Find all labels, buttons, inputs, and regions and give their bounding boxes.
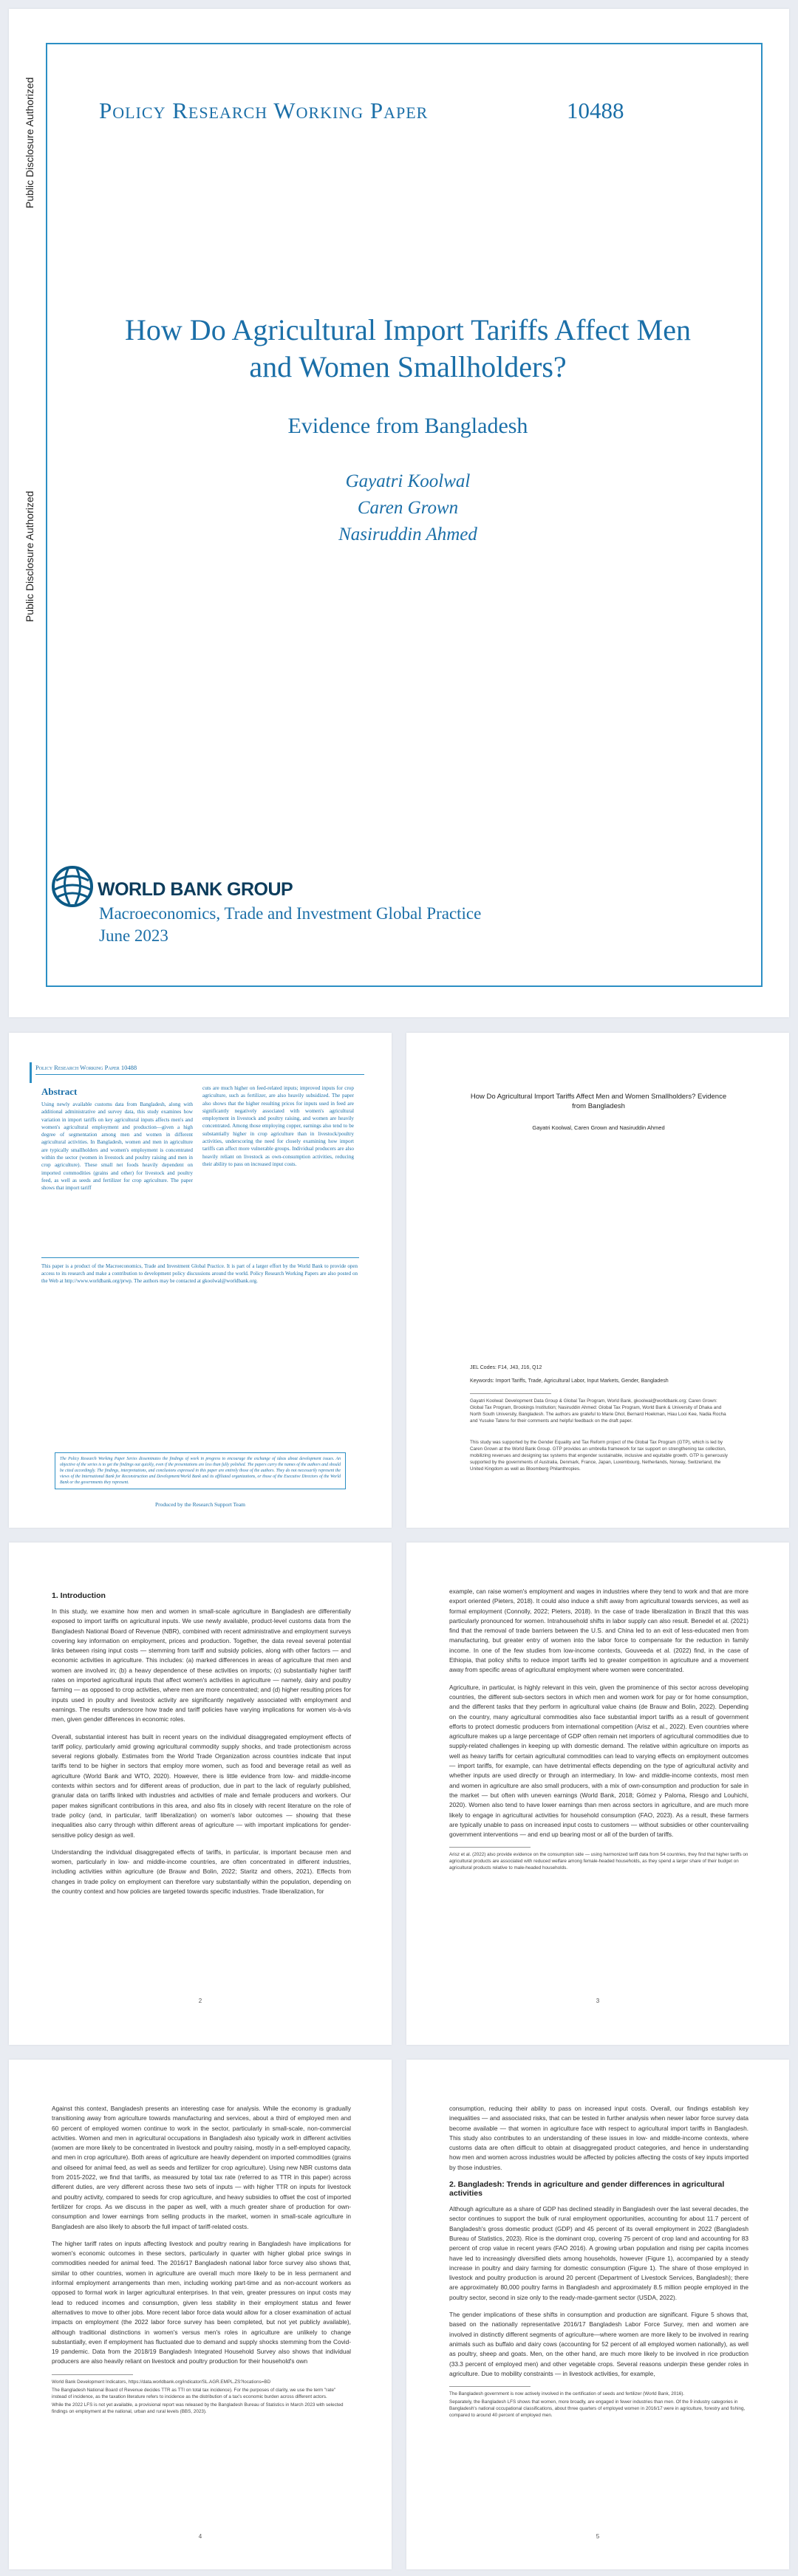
paragraph: consumption, reducing their ability to pass on increased input costs. Overall, our findings establish key inequalities — and associated risks, that can be tested in further analysis when newer labor force survey data become available — that women in agriculture face with respect to agricultural import tariffs in Bangladesh. This study also contributes to an understanding of these issues in low- and middle-income contexts, where customs data are often difficult to obtain at disaggregated product categories, and hence in understanding how men and women across industries would be affected by policies affecting the costs of key inputs imported by those industries.: [449, 2105, 748, 2171]
footnote: Separately, the Bangladesh LFS shows that women, more broadly, are engaged in fewer industries than men. Of the 9 industry categories in Bangladesh's national occupational classifications, about three quarters of employed women in 2016/17 were in agriculture, forestry and fishing, compared to around 40 percent of employed men.: [449, 2399, 746, 2419]
abstract-header-rule: [35, 1074, 364, 1075]
abstract-page: [9, 1033, 392, 1528]
series-disclaimer-box: The Policy Research Working Paper Series disseminates the findings of work in progress to encourage the exchange of ideas about development issues. An objective of the series is to get the findings out quickly, even if the presentations are less than fully polished. The papers carry the names of the authors and should be cited accordingly. The findings, interpretations, and conclusions expressed in this paper are entirely those of the authors. They do not necessarily represent the views of the International Bank for Reconstruction and Development/World Bank and its affiliated organizations, or those of the Executive Directors of the World Bank or the governments they represent.: [55, 1452, 346, 1489]
paragraph: Agriculture, in particular, is highly relevant in this vein, given the prominence of this sector across developing countries, the different sub-sectors sectors in which men and women work for pay or for home consumption, and the different tasks that they perform in agricultural value chains (de Brauw and Bolin, 2022). Depending on the country, many agricultural commodities also face substantial import tariffs as a result of government efforts to protect domestic producers from international competition (Arisz et al., 2022). Even countries where agriculture makes up a large percentage of GDP often remain net importers of agricultural commodities due to supply-related challenges in keeping up with domestic demand. The relative within agriculture on imports as well as heavy tariffs for certain agricultural commodities can lead to varying effects on employment outcomes — import tariffs, for example, can have detrimental effects depending on the type of agricultural activity and whether inputs are used directly or through an intermediary. In low- and middle-income contexts, most men and women in agriculture are also small producers, with a mix of own-consumption and production for sale in the market — but often with uneven earnings (World Bank, 2018; Gómez y Paloma, Riesgo and Louhichi, 2020). Women also tend to have lower earnings than men across sectors in agriculture, and are much more likely to engage in agricultural activities for household consumption (FAO, 2023). As a result, these farmers are typically unable to pass on increased input costs to customers — without subsidies or other countervailing government interventions — and end up bearing most or all of the burden of tariffs.: [449, 1683, 748, 1839]
page-2-body: [52, 1587, 351, 1904]
jel-codes: JEL Codes: F14, J43, J16, Q12: [470, 1365, 542, 1370]
section-heading-bangladesh: 2. Bangladesh: Trends in agriculture and gender differences in agricultural activities: [449, 2180, 725, 2199]
title-page-authors: Gayatri Koolwal, Caren Grown and Nasiruddin Ahmed: [532, 1124, 665, 1131]
paragraph: The gender implications of these shifts in consumption and production are significant. Figure 5 shows that, based on the nationally representative 2016/17 Bangladesh Labor Force Survey, men and women are involved in distinctly different segments of agriculture—where women are more likely to be involved in rearing animals such as buffalo and dairy cows (accounting for 52 percent of all employed women nationally), as well as poultry, sheep and goats. Men, on the other hand, are much more likely to be involved in rice production (33.3 percent of employed men) and other vegetable crops. Several reasons underpin these gender roles in agriculture. Due to mobility constraints — in livestock activities, for example,: [449, 2311, 748, 2377]
footnote: World Bank Development Indicators, https://data.worldbank.org/indicator/SL.AGR.EMPL.ZS?locations=BD: [52, 2379, 271, 2385]
paper-subtitle: Evidence from Bangladesh: [287, 414, 528, 438]
title-page: [406, 1033, 789, 1528]
footnote-rule: [449, 2386, 531, 2387]
cover-date: June 2023: [99, 926, 168, 945]
title-footnote-2: This study was supported by the Gender Equality and Tax Reform project of the Global Tax Program (GTP), which is led by Caren Grown at the World Bank Group. GTP provides an umbrella framework for tax support on strengthening tax collection, mobilizing revenues and designing tax systems that engender sustainable, inclusive and equitable growth. GTP is generously supported by the governments of Australia, Denmark, France, Japan, Luxembourg, Netherlands, Norway, Switzerland, the United Kingdom as well as Bloomberg Philanthropies.: [470, 1440, 728, 1472]
text-page-4: [9, 2060, 392, 2569]
section-heading-introduction: 1. Introduction: [52, 1591, 106, 1600]
footnote-rule: [449, 1847, 531, 1848]
footnote: Arisz et al. (2022) also provide evidence on the consumption side — using harmonized tariff data from 54 countries, they find that higher tariffs on agricultural products are associated with reduced welfare among female-headed households, as they spend a larger share of their budget on agricultural products relative to male-headed households.: [449, 1852, 748, 1871]
text-page-2: [9, 1542, 392, 2045]
disclosure-label-top: Public Disclosure Authorized: [24, 77, 35, 208]
title-footnote-1: Gayatri Koolwal: Development Data Group & Global Tax Program, World Bank, gkoolwal@worldbank.org; Caren Grown: Global Tax Program, Brookings Institution; Nasiruddin Ahmed: Global Tax Program, World Bank & University of Dhaka and North South University, Bangladesh. The authors are grateful to Marie Dhol, Bernard Hoekman, Hiau Looi Kee, Nadia Rocha and Yusuke Tateno for their comments and helpful feedback on the draft paper.: [470, 1398, 726, 1424]
page-number: 2: [198, 1998, 202, 2004]
footnote-rule: [470, 1393, 551, 1394]
text-page-5: [406, 2060, 789, 2569]
abstract-heading: Abstract: [41, 1086, 78, 1097]
abstract-rule: [41, 1257, 359, 1258]
paragraph: example, can raise women's employment and wages in industries where they tend to work and that are more export oriented (Pieters, 2018). It could also induce a shift away from agricultural towards services, as well as formal employment (Connolly, 2022; Pieters, 2018). In the case of trade liberalization in Brazil that this was particularly pronounced for women. Intrahousehold shifts in labor supply can also result. Benedel et al. (2021) find that the removal of trade barriers between the U.S. and China led to an exit of less-educated men from manufacturing, but greater entry of women into the labor force to compensate for the reduction in family income. In one of the few studies from low-income contexts, Gouveeda et al. (2022) find, in the case of Ethiopia, that policy shifts to reduce import tariffs led to greater competition in agriculture and a movement away from specific areas of agricultural employment where women were concentrated.: [449, 1588, 748, 1674]
footnote: While the 2022 LFS is not yet available, a provisional report was released by the Bangladesh Bureau of Statistics in March 2023 with selected findings on employment at the national, urban and rural levels (BBS, 2023).: [52, 2402, 344, 2414]
paper-title: How Do Agricultural Import Tariffs Affect Men and Women Smallholders?: [125, 313, 691, 383]
practice-name: Macroeconomics, Trade and Investment Global Practice: [99, 904, 482, 923]
keywords: Keywords: Import Tariffs, Trade, Agricultural Labor, Input Markets, Gender, Bangladesh: [470, 1378, 669, 1384]
paragraph: Although agriculture as a share of GDP has declined steadily in Bangladesh over the last several decades, the sector continues to support the bulk of rural employment opportunities, accounting for about 11.7 percent of Bangladesh's gross domestic product (GDP) and 45 percent of its overall employment in 2022 (Bangladesh Bureau of Statistics, 2023). Rice is the dominant crop, covering 75 percent of crop land and accounting for 83 percent of crop value in recent years (FAO 2016). A growing urban population and rising per capita incomes have led to increasingly diversified diets among households, however (Figure 1), accompanied by a steady increase in poultry and dairy farming for domestic consumption (Figure 1). The share of those employed in livestock and poultry production is around 20 percent (Department of Livestock Services, Bangladesh); there are approximately 80,000 poultry farms in Bangladesh and approximately 8.5 million people employed in the poultry sector, second in size only to the ready-made-garment sector (USDA, 2022).: [449, 2205, 748, 2301]
abstract-header-bar: [30, 1062, 32, 1083]
footnote-rule: [52, 2374, 133, 2375]
paragraph: Overall, substantial interest has built in recent years on the individual disaggregated employment effects of tariff policy, particularly amid growing agricultural commodity supply shocks, and trade protectionism across several regions globally. Estimates from the World Trade Organization across countries indicate that input tariffs tend to be higher in sectors that employ more women, such as food and beverage retail as well as agriculture (World Bank and WTO, 2020). However, there is little evidence from low- and middle-income contexts within sectors and for different areas of production, due in part to the lack of regularly published, granular data on tariffs linked with industries and activities of male and female producers and workers. Our paper makes significant contributions in this area, and also fits in closely with recent literature on the role of trade policy (and, in particular, tariff liberalization) on women's labor outcomes — showing that these inequalities also carry through within different areas of agriculture — with important implications for gender-sensitive policy design as well.: [52, 1732, 351, 1839]
page-number: 3: [596, 1998, 600, 2004]
paragraph: The higher tariff rates on inputs affecting livestock and poultry rearing in Bangladesh have implications for women's economic outcomes in these sectors, particularly in quarter with higher global price swings in commodities needed for animal feed. The 2016/17 Bangladesh national labor force survey also shows that, similar to other countries, women in agriculture are overall much more likely to be in less permanent and informal employment arrangements than men, including working part-time and as non-account workers as opposed to formal work in larger agricultural enterprises. In that vein, greater pressures on input costs may lead to reduced incomes and consumption, given less stability in their employment status and fewer alternatives to move to other jobs. More recent labor force data would allow for a closer examination of actual impacts on employment (the 2022 labor force survey has been completed, but not yet publicly available), although traditional distinctions in women's versus men's roles in agriculture are unlikely to change substantially, even if employment has fluctuated due to demand and supply shocks stemming from the Covid-19 pandemic. Data from the 2018/19 Bangladesh Integrated Household Survey also shows that individual producers are also heavily reliant on livestock and poultry production for their household's own: [52, 2239, 351, 2365]
series-label: Policy Research Working Paper: [99, 98, 429, 123]
paragraph: Against this context, Bangladesh presents an interesting case for analysis. While the economy is gradually transitioning away from agriculture towards manufacturing and services, about a third of employed men and 60 percent of employed women continue to work in the sector, particularly in small-scale, non-commercial activities. Women and men in agricultural occupations in Bangladesh also typically work in different activities (women are more likely to be concentrated in livestock and poultry raising, mostly in a self-employed capacity, and men in crop agriculture). Both areas of agriculture are heavily dependent on imported commodities (grains and oilseed for animal feed, as well as seeds and fertilizer for crop agriculture). Using new NBR customs data from 2015-2022, we find that tariffs, as measured by total tax rate (referred to as TTR in this paper) across different duties, are very different across these two sets of inputs — with higher TTR on inputs for livestock and poultry activity, compared to seeds for crop agriculture, and heavy subsidies to offset the cost of imported fertilizer for crops. As we discuss in the paper as well, with a much greater share of production for own-consumption and lower earnings from selling products in the market, women in small-scale agriculture in Bangladesh are also likely to absorb the full impact of tariff-related costs.: [52, 2105, 351, 2230]
footnote: The Bangladesh government is now actively involved in the certification of seeds and fertilizer (World Bank, 2016).: [449, 2391, 685, 2397]
abstract-note: This paper is a product of the Macroeconomics, Trade and Investment Global Practice. It is part of a larger effort by the World Bank to provide open access to its research and make a contribution to development policy discussions around the world. Policy Research Working Papers are also posted on the Web at http://www.worldbank.org/prwp. The authors may be contacted at gkoolwal@worldbank.org.: [41, 1263, 358, 1284]
paragraph: Understanding the individual disaggregated effects of tariffs, in particular, is important because men and women, particularly in low- and middle-income countries, are often concentrated in different industries, including activities within agriculture (de Brauw and Bolin, 2022; Staritz and others, 2021). Effects from changes in trade policy on employment can therefore vary substantially within the population, depending on the country context and how policies are targeted towards specific industries. Trade liberalization, for: [52, 1848, 351, 1896]
produced-by: Produced by the Research Support Team: [154, 1501, 245, 1508]
org-logo-text: WORLD BANK GROUP: [98, 879, 293, 900]
author-1: Gayatri Koolwal: [345, 471, 471, 491]
text-page-3: [406, 1542, 789, 2045]
disclosure-label-bottom: Public Disclosure Authorized: [24, 491, 35, 622]
title-page-title: How Do Agricultural Import Tariffs Affect Men and Women Smallholders? Evidence from Bangladesh: [470, 1093, 727, 1110]
page-5-body: [449, 2104, 748, 2420]
page-number: 5: [596, 2533, 600, 2540]
cover-page: [9, 9, 789, 1017]
page-number: 4: [198, 2533, 202, 2540]
abstract-header: Policy Research Working Paper 10488: [35, 1064, 137, 1071]
globe-logo-icon: [52, 866, 93, 907]
page-3-body: [449, 1587, 748, 1873]
author-2: Caren Grown: [357, 498, 459, 518]
author-3: Nasiruddin Ahmed: [338, 525, 477, 544]
footnote: The Bangladesh National Board of Revenue decides TTR as TTI on total tax incidence). For the purposes of clarity, we use the term "rate" instead of incidence, as the taxation literature refers to incidence as the distribution of a tax's economic burden across different actors.: [52, 2387, 336, 2399]
abstract-col-1: Using newly available customs data from Bangladesh, along with additional administrative and survey data, this study examines how variation in import tariffs on key agricultural inputs affects men's and women's agricultural employment and production—given a high degree of segmentation among men and women in different agricultural activities. In Bangladesh, women and men in agriculture are typically smallholders and women's employment is concentrated within the sector (women in livestock and poultry raising and men in crop agriculture). These small net foods heavily dependent on imported commodities (grains and other) for livestock and poultry feed, as well as seeds and fertilizer for crop agriculture. The paper shows that import tariff: [41, 1101, 193, 1192]
page-4-body: [52, 2104, 351, 2416]
paragraph: In this study, we examine how men and women in small-scale agriculture in Bangladesh are differentially exposed to import tariffs on agricultural inputs. We use newly available, product-level customs data from the Bangladesh National Board of Revenue (NBR), combined with recent administrative and employment surveys covering key information on employment, prices and production. Together, the data reveal several potential links between rising input costs — stemming from tariff and subsidy policies, along with other factors — and economic activities in agriculture. This includes: (a) marked differences in areas of agriculture that men and women are involved in; (b) a heavy dependence of these activities on imports; (c) substantially higher tariff rates on imported agricultural inputs that affect women's activities in agriculture — namely, dairy and poultry farming — as opposed to crop activities, where men are more concentrated; and (d) higher resulting prices for inputs used in poultry and livestock activity are significantly negatively associated with employment and earnings. The results underscore how trade and tariff policies have varying implications for women vis-à-vis men, given gender differences in economic roles.: [52, 1608, 351, 1723]
abstract-col-2: cuts are much higher on feed-related inputs; improved inputs for crop agriculture, such as fertilizer, are also heavily subsidized. The paper also shows that the higher resulting prices for inputs used in feed are significantly negatively associated with women's agricultural employment in livestock and poultry raising, and women are heavily concentrated. Among those employing copper, earnings also tend to be substantially higher in crop agriculture than in livestock/poultry activities, underscoring the need for closely examining how import tariffs can affect more vulnerable groups. Individual producers are also heavily reliant on livestock as own-consumption activities, reducing their ability to pass on increased input costs.: [202, 1085, 354, 1167]
paper-number: 10488: [567, 98, 624, 123]
